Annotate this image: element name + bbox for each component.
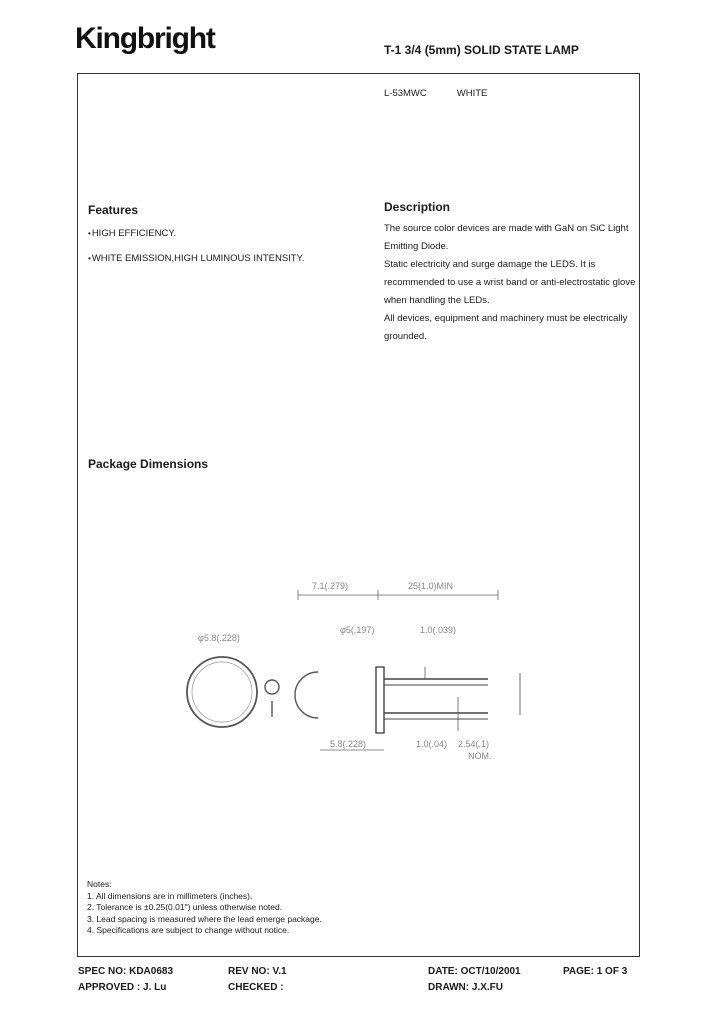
top-dimension xyxy=(298,590,498,600)
document-title: T-1 3/4 (5mm) SOLID STATE LAMP xyxy=(384,43,579,57)
note-item: 3. Lead spacing is measured where the lead emerge package. xyxy=(87,913,322,924)
description-text xyxy=(384,220,634,346)
note-item: 4. Specifications are subject to change without notice. xyxy=(87,925,290,936)
brand-logo: Kingbright xyxy=(75,22,215,55)
feature-item: • WHITE EMISSION,HIGH LUMINOUS INTENSITY. xyxy=(88,253,304,278)
date: DATE: OCT/10/2001 xyxy=(428,966,521,977)
dim-flat: φ5(.197) xyxy=(340,625,375,635)
package-dimensions-heading: Package Dimensions xyxy=(88,457,209,471)
description-heading: Description xyxy=(384,200,451,214)
dim-top-left: 7.1(.279) xyxy=(312,581,349,591)
led-front-view xyxy=(187,657,257,727)
note-item: 1. All dimensions are in millimeters (inches). xyxy=(87,890,253,901)
description-line: The source color devices are made with GaN on SiC Light xyxy=(384,223,629,234)
features-list xyxy=(88,228,304,278)
dim-bottom-left: 5.8(.228) xyxy=(330,739,367,749)
page-number: PAGE: 1 OF 3 xyxy=(563,966,628,977)
description-line: recommended to use a wrist band or anti-electrostatic glove xyxy=(384,277,636,288)
dim-nom: NOM. xyxy=(468,751,492,761)
dim-dia: φ5.8(.228) xyxy=(198,633,240,643)
spec-no: SPEC NO: KDA0683 xyxy=(78,966,174,977)
description-line: grounded. xyxy=(384,331,427,342)
notes-block xyxy=(87,879,322,937)
checked: CHECKED : xyxy=(228,982,284,993)
part-number: L-53MWC xyxy=(384,88,427,99)
part-info xyxy=(384,88,487,99)
part-color: WHITE xyxy=(456,88,488,99)
dim-lead: 1.0(.039) xyxy=(420,625,457,635)
led-cross-section xyxy=(265,672,318,718)
led-side-view xyxy=(376,667,520,733)
feature-item: • HIGH EFFICIENCY. xyxy=(88,228,304,253)
features-heading: Features xyxy=(88,203,139,217)
note-item: 2. Tolerance is ±0.25(0.01") unless otherwise noted. xyxy=(87,902,283,913)
drawn: DRAWN: J.X.FU xyxy=(428,982,503,993)
description-line: when handling the LEDs. xyxy=(384,295,490,306)
description-line: All devices, equipment and machinery must be electrically xyxy=(384,313,628,324)
dim-bottom-right: 2.54(.1) xyxy=(458,739,490,749)
notes-title: Notes: xyxy=(87,879,112,889)
content-frame xyxy=(77,73,640,957)
approved: APPROVED : J. Lu xyxy=(78,982,167,993)
dim-top-right: 25(1.0)MIN xyxy=(408,581,454,591)
description-line: Static electricity and surge damage the LEDS. It is xyxy=(384,259,596,270)
rev-no: REV NO: V.1 xyxy=(228,966,287,977)
description-line: Emitting Diode. xyxy=(384,241,449,252)
package-drawing xyxy=(180,575,560,775)
dim-bottom-mid: 1.0(.04) xyxy=(416,739,448,749)
